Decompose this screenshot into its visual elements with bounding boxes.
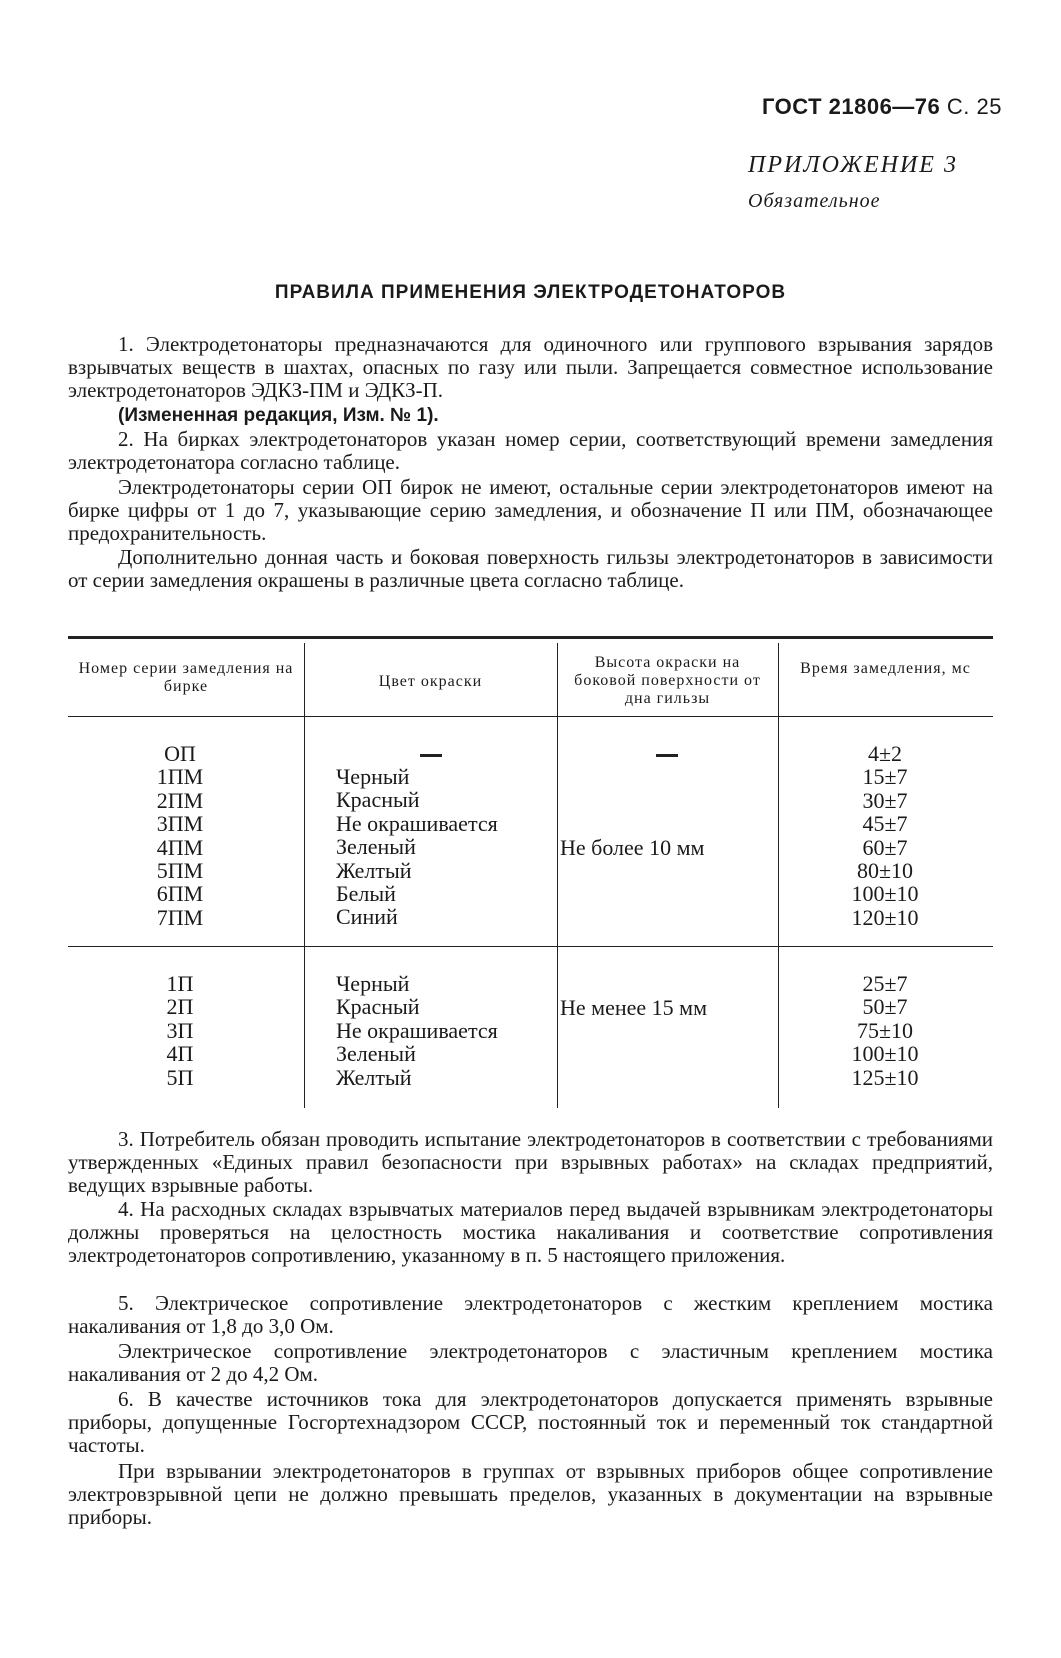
series-cell: 4ПМ	[156, 834, 204, 860]
paragraph-1: 1. Электродетонаторы предназначаются для одиночного или группового взрывания зарядов взрывчатых веществ в шахтах, опасных по газу или пыли. Запрещается совместное использование электродетонаторов ЭДКЗ-ПМ и ЭДКЗ-П.	[68, 332, 993, 402]
color-cell: Не окрашивается	[336, 1017, 498, 1043]
color-cell: Черный	[336, 764, 410, 789]
paragraph-8: Электрическое сопротивление электродетонаторов с эластичным креплением мостика накаливания от 2 до 4,2 Ом.	[68, 1339, 993, 1386]
color-cell: Зеленый	[336, 834, 416, 860]
dash-mark	[420, 754, 442, 757]
color-cell: Красный	[336, 787, 420, 813]
series-cell: 2ПМ	[156, 787, 204, 813]
group2-series-column	[100, 972, 260, 1089]
color-cell: Желтый	[336, 857, 412, 883]
dash-mark	[656, 754, 678, 757]
time-cell: 125±10	[851, 1064, 919, 1090]
series-cell: 5П	[166, 1064, 194, 1090]
time-cell: 120±10	[851, 904, 919, 930]
series-cell: 2П	[166, 994, 194, 1020]
time-cell: 100±10	[851, 881, 919, 907]
header-height: Высота окраски на боковой поверхности от дна гильзы	[574, 654, 761, 707]
group1-series-column	[100, 742, 260, 929]
table-group-rule	[68, 946, 993, 947]
header-series: Номер серии замедления на бирке	[78, 660, 294, 695]
series-cell: 1П	[166, 971, 194, 996]
paragraph-5: 3. Потребитель обязан проводить испытание электродетонаторов в соответствии с требованиями утвержденных «Единых правил безопасности при взрывных работах» на складах предприятий, ведущих взрывные работы.	[68, 1127, 993, 1197]
series-cell: 5ПМ	[156, 858, 204, 884]
color-cell: Черный	[336, 971, 410, 996]
paragraph-4: Дополнительно донная часть и боковая поверхность гильзы электродетонаторов в зависимости от серии замедления окрашены в различные цвета согласно таблице.	[68, 545, 993, 592]
group2-time-column	[800, 972, 970, 1089]
time-cell: 4±2	[867, 741, 903, 766]
time-cell: 100±10	[851, 1041, 919, 1067]
time-cell: 25±7	[862, 971, 908, 996]
paragraph-10: При взрывании электродетонаторов в группах от взрывных приборов общее сопротивление электровзрывной цепи не должно превышать пределов, указанных в документации на взрывные приборы.	[68, 1459, 993, 1529]
color-cell: Желтый	[336, 1064, 412, 1090]
table-column-divider	[778, 643, 779, 1108]
series-cell: 3ПМ	[156, 811, 204, 837]
series-cell: ОП	[164, 741, 196, 766]
table-column-divider	[557, 643, 558, 1108]
group1-color-column	[336, 765, 498, 929]
series-cell: 1ПМ	[156, 764, 204, 790]
header-time: Время замедления, мс	[800, 660, 971, 677]
page-number: С. 25	[946, 94, 1002, 119]
paragraph-7: 5. Электрическое сопротивление электродетонаторов с жестким креплением мостика накаливания от 1,8 до 3,0 Ом.	[68, 1291, 993, 1338]
paragraph-1-edit-note: (Измененная редакция, Изм. № 1).	[118, 405, 439, 426]
paragraph-2: 2. На бирках электродетонаторов указан номер серии, соответствующий времени замедления электродетонатора согласно таблице.	[68, 427, 993, 474]
time-cell: 60±7	[862, 834, 908, 860]
standard-number: ГОСТ 21806—76	[761, 94, 941, 119]
group2-height-cell: Не менее 15 мм	[560, 995, 707, 1020]
paragraph-3: Электродетонаторы серии ОП бирок не имеют, остальные серии электродетонаторов имеют на бирке цифры от 1 до 7, указывающие серию замедления, и обозначение П или ПМ, обозначающее предохранительность.	[68, 475, 993, 545]
group2-color-column	[336, 972, 498, 1089]
document-title: ПРАВИЛА ПРИМЕНЕНИЯ ЭЛЕКТРОДЕТОНАТОРОВ	[274, 282, 787, 303]
table-column-divider	[304, 643, 305, 1108]
annex-title: ПРИЛОЖЕНИЕ 3	[748, 152, 958, 178]
color-cell: Зеленый	[336, 1041, 416, 1067]
table-top-rule	[68, 636, 993, 639]
header-color: Цвет окраски	[378, 673, 483, 690]
series-cell: 4П	[166, 1041, 194, 1067]
color-cell: Белый	[336, 881, 396, 907]
annex-subtitle: Обязательное	[748, 190, 881, 212]
time-cell: 80±10	[856, 858, 914, 884]
series-cell: 7ПМ	[156, 904, 204, 930]
series-cell: 6ПМ	[156, 881, 204, 907]
series-cell: 3П	[166, 1017, 194, 1043]
time-cell: 45±7	[862, 811, 908, 837]
group1-time-column	[800, 742, 970, 929]
color-cell: Синий	[336, 904, 398, 930]
time-cell: 30±7	[862, 787, 908, 813]
paragraph-6: 4. На расходных складах взрывчатых материалов перед выдачей взрывникам электродетонаторы должны проверяться на целостность мостика накаливания и соответствие сопротивления электродетонаторов сопротивлению, указанному в п. 5 настоящего приложения.	[68, 1197, 993, 1267]
paragraph-9: 6. В качестве источников тока для электродетонаторов допускается применять взрывные приборы, допущенные Госгортехнадзором СССР, постоянный ток и переменный ток стандартной частоты.	[68, 1387, 993, 1457]
color-cell: Не окрашивается	[336, 810, 498, 836]
page-header	[762, 94, 1002, 120]
table-header-rule	[68, 716, 993, 717]
time-cell: 50±7	[862, 994, 908, 1020]
group1-height-cell: Не более 10 мм	[560, 835, 705, 860]
time-cell: 15±7	[862, 764, 908, 790]
color-cell: Красный	[336, 994, 420, 1020]
time-cell: 75±10	[856, 1017, 914, 1043]
